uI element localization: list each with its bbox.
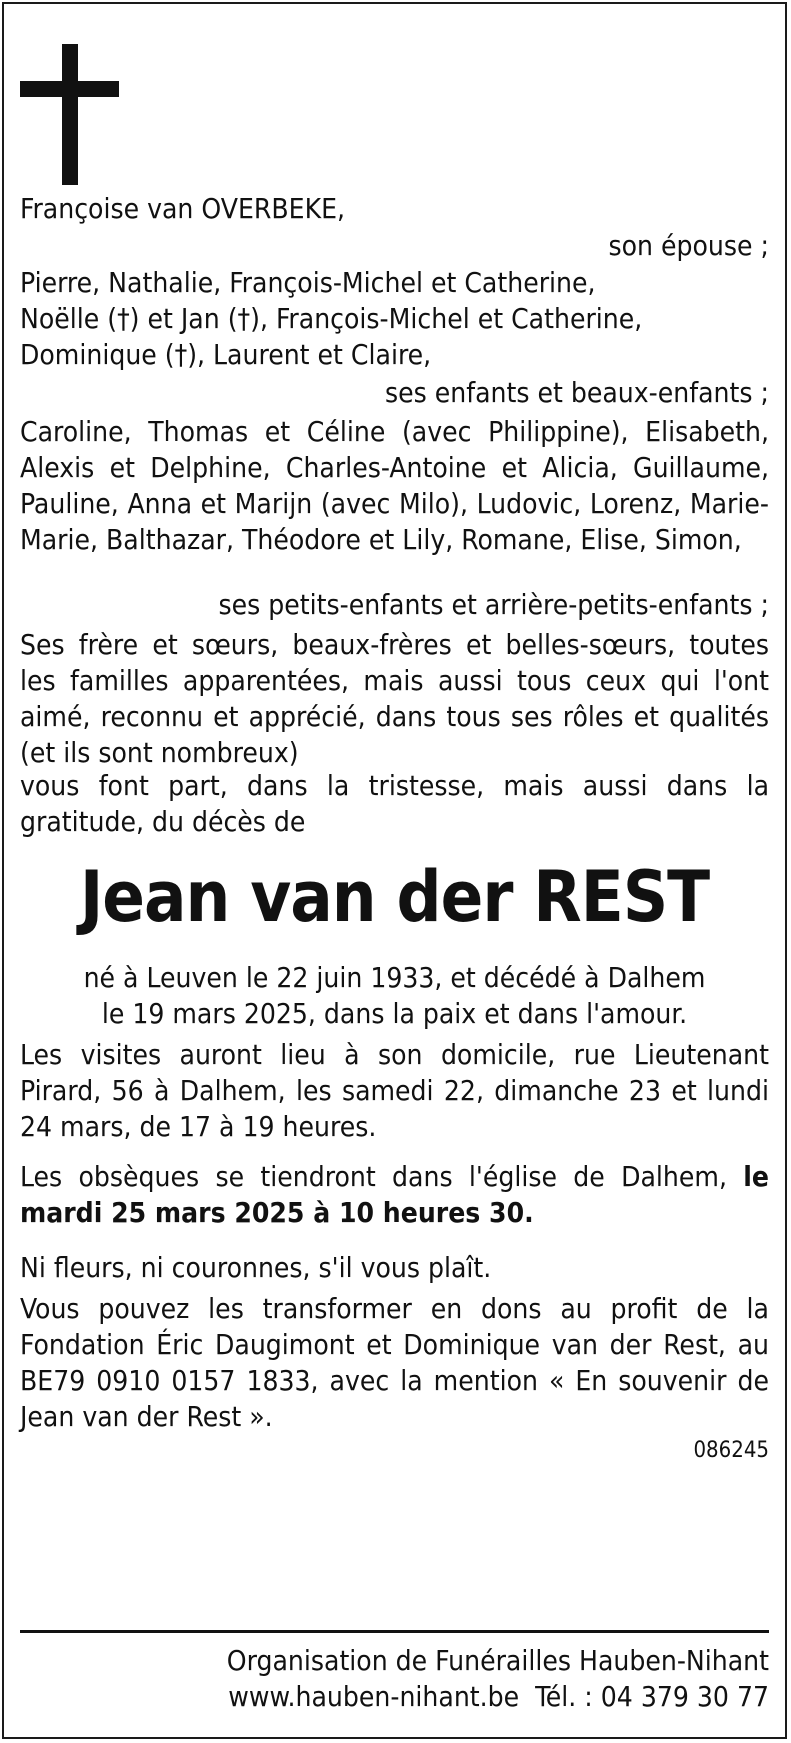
funeral-date: le mardi 25 mars 2025 à 10 heures 30. [20, 1160, 769, 1229]
phone-number: Tél. : 04 379 30 77 [535, 1680, 769, 1713]
children-line: Noëlle (†) et Jan (†), François-Michel et Catherine, [20, 302, 643, 335]
visits-paragraph: Les visites auront lieu à son domicile, rue Lieutenant Pirard, 56 à Dalhem, les samedi 22, dimanche 23 et lundi 24 mars, de 17 à 19 heures. [20, 1038, 769, 1143]
spouse-name: Françoise van OVERBEKE, [20, 192, 345, 225]
death-line: le 19 mars 2025, dans la paix et dans l'amour. [101, 997, 688, 1030]
funeral-paragraph [20, 1159, 769, 1231]
grandchildren-role: ses petits-enfants et arrière-petits-enfants ; [218, 588, 769, 621]
family-paragraph: Ses frère et sœurs, beaux-frères et belles-sœurs, toutes les familles apparentées, mais aussi tous ceux qui l'ont aimé, reconnu et apprécié, dans tous ses rôles et qualités (et ils sont nombreux) [20, 628, 769, 769]
grandchildren-list: Caroline, Thomas et Céline (avec Philippine), Elisabeth, Alexis et Delphine, Charles-Antoine et Alicia, Guillaume, Pauline, Anna et Marijn (avec Milo), Ludovic, Lorenz, Marie-Marie, Balthazar, Théodore et Lily, Romane, Elise, Simon, [20, 415, 769, 556]
organisation-name: Organisation de Funérailles Hauben-Nihant [226, 1644, 769, 1677]
cross-icon [20, 44, 119, 185]
children-line: Dominique (†), Laurent et Claire, [20, 338, 432, 371]
announce-paragraph: vous font part, dans la tristesse, mais aussi dans la gratitude, du décès de [20, 769, 769, 838]
spouse-role: son épouse ; [608, 229, 769, 262]
reference-number: 086245 [693, 1438, 769, 1463]
flowers-note: Ni fleurs, ni couronnes, s'il vous plaît. [20, 1251, 492, 1284]
website-link[interactable]: www.hauben-nihant.be [228, 1680, 520, 1713]
birth-line: né à Leuven le 22 juin 1933, et décédé à Dalhem [83, 961, 706, 994]
footer-divider [20, 1630, 769, 1633]
deceased-name: Jean van der REST [79, 856, 710, 938]
funeral-text: Les obsèques se tiendront dans l'église de Dalhem, [20, 1160, 727, 1193]
contact-line [20, 1679, 769, 1715]
donation-paragraph: Vous pouvez les transformer en dons au profit de la Fondation Éric Daugimont et Dominique van der Rest, au BE79 0910 0157 1833, avec la mention « En souvenir de Jean van der Rest ». [20, 1292, 769, 1433]
children-role: ses enfants et beaux-enfants ; [385, 376, 769, 409]
children-line: Pierre, Nathalie, François-Michel et Catherine, [20, 266, 596, 299]
